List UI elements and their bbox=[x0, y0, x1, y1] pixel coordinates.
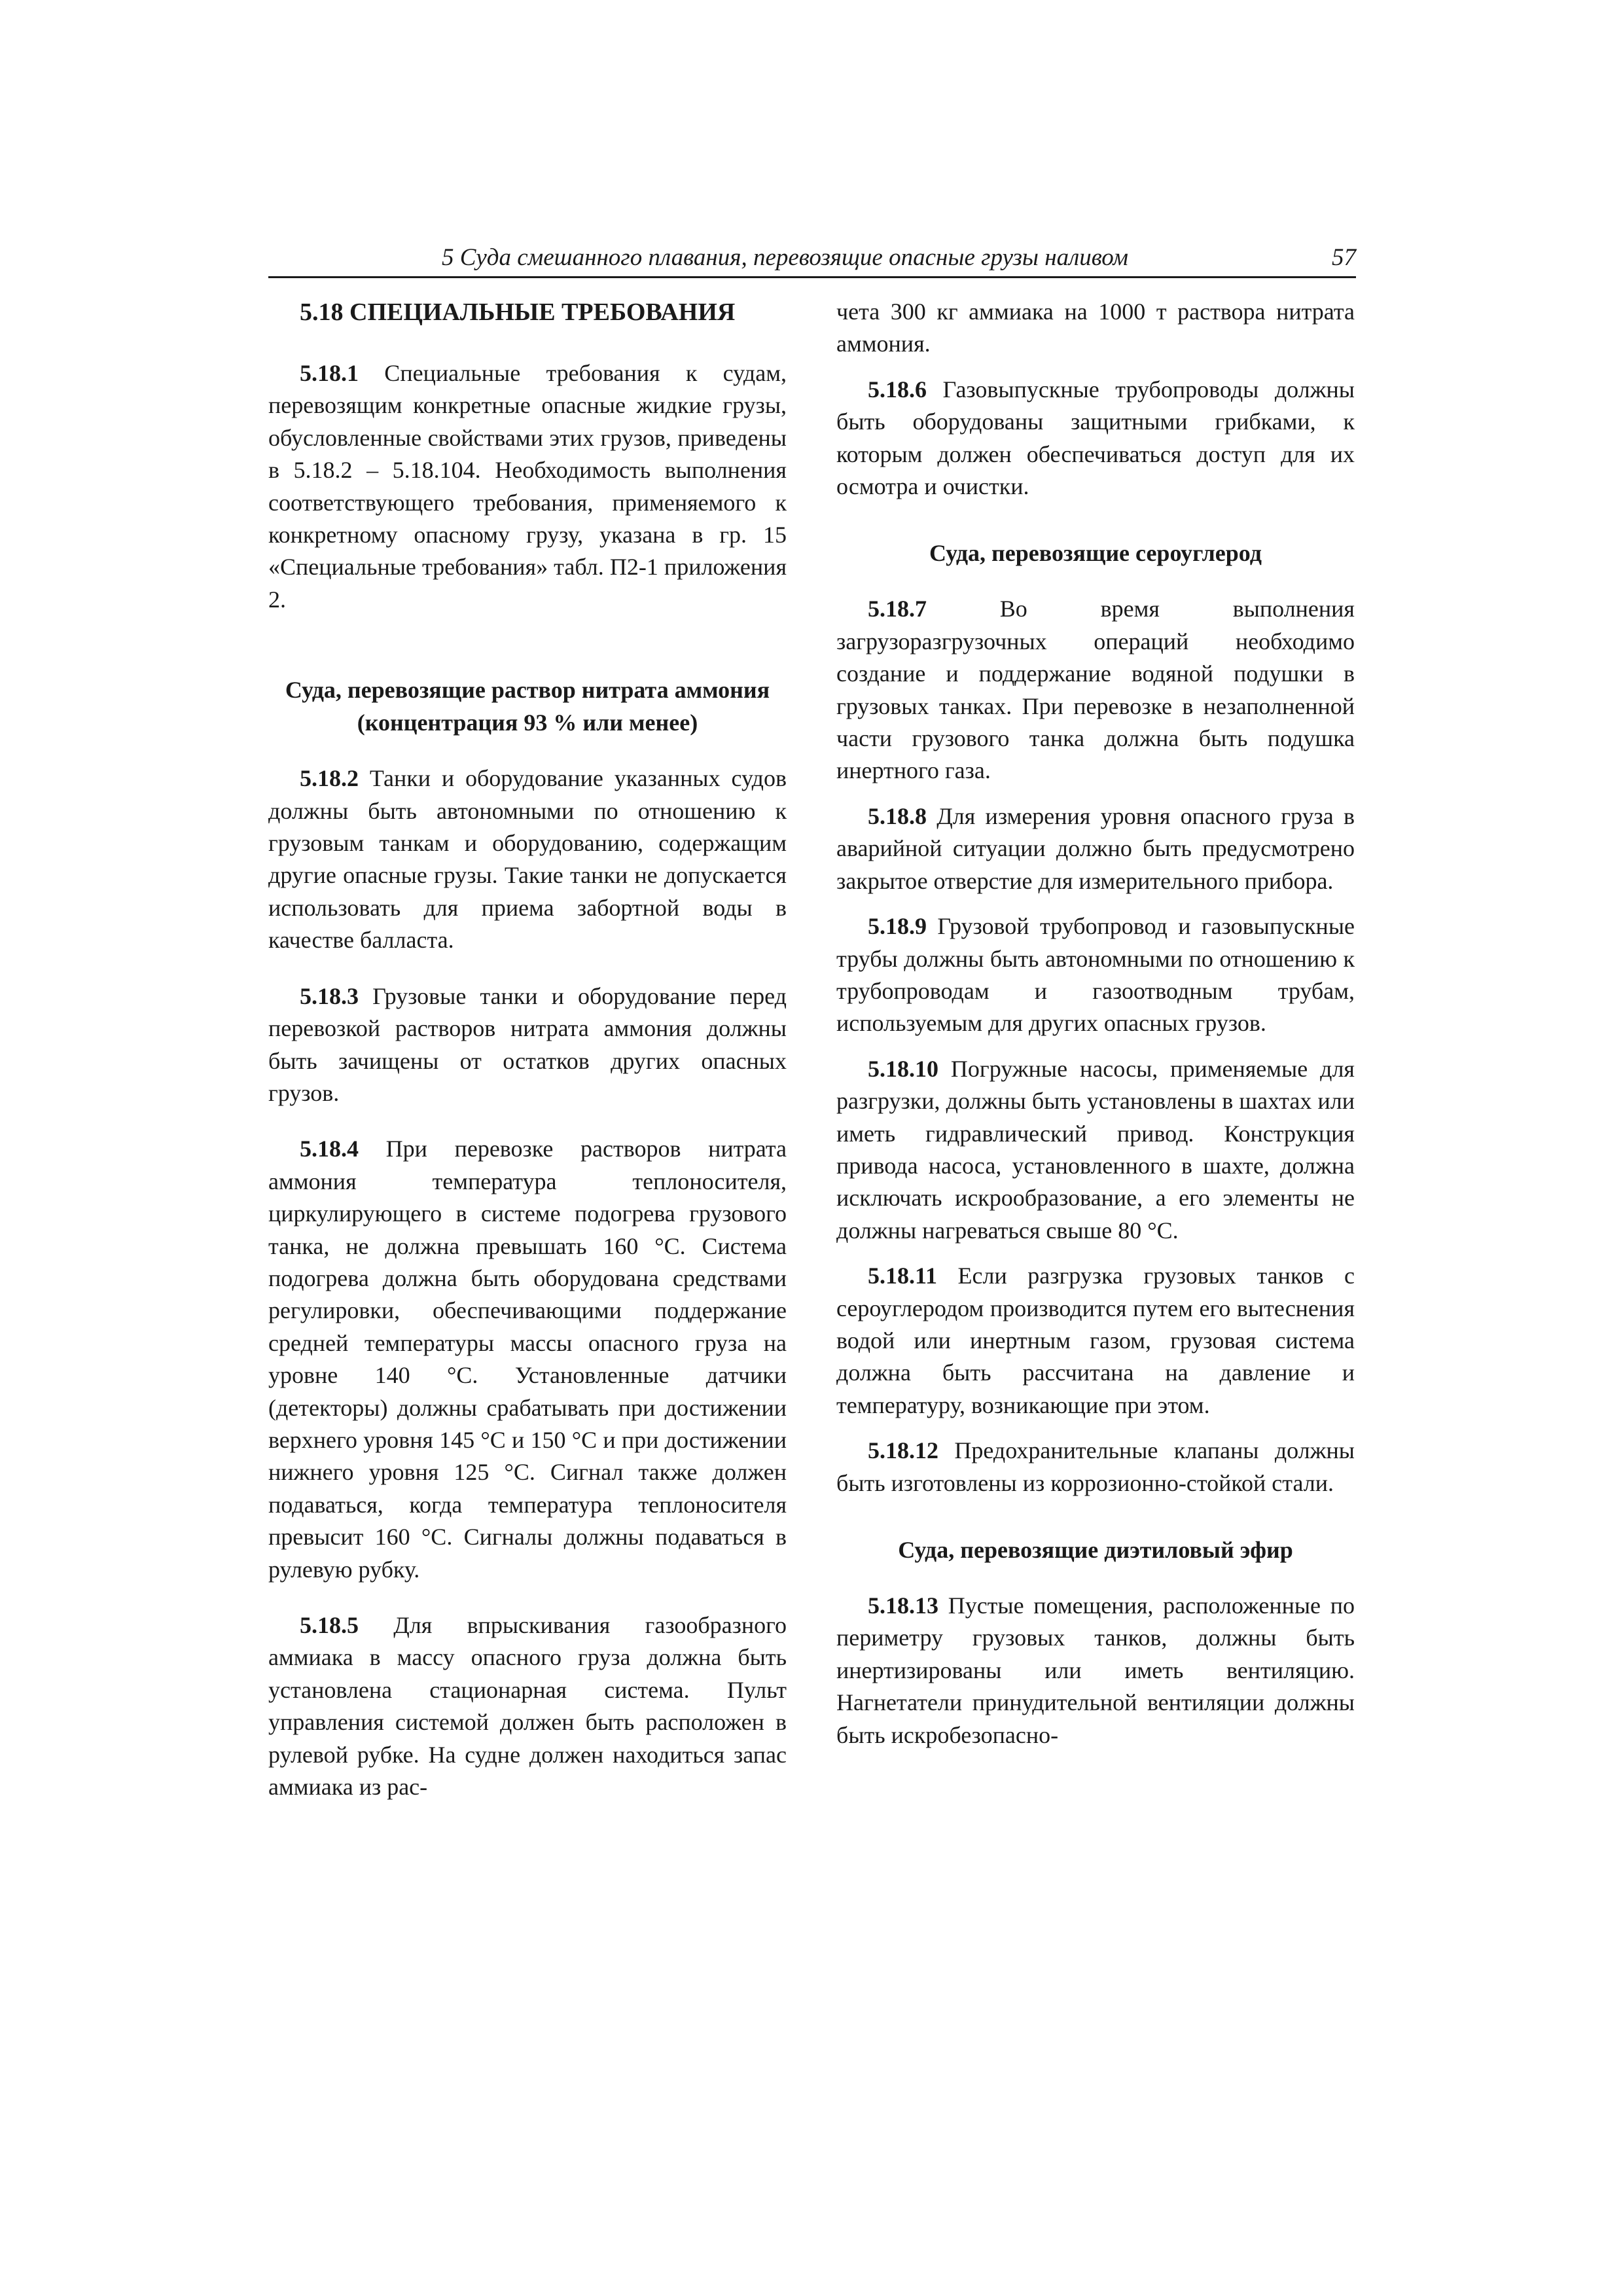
paragraph-number: 5.18.9 bbox=[868, 913, 927, 940]
paragraph-number: 5.18.3 bbox=[300, 982, 359, 1009]
section-title: 5.18 СПЕЦИАЛЬНЫЕ ТРЕБОВАНИЯ bbox=[300, 298, 736, 326]
paragraph-5-18-13 bbox=[836, 1590, 1355, 1751]
subheading-carbon-disulfide: Суда, перевозящие сероуглерод bbox=[929, 540, 1262, 567]
right-column bbox=[836, 296, 1355, 1751]
paragraph-number: 5.18.6 bbox=[868, 376, 927, 403]
paragraph-5-18-1 bbox=[268, 357, 787, 616]
paragraph-number: 5.18.2 bbox=[300, 765, 359, 792]
subheading-line-2: (концентрация 93 % или менее) bbox=[357, 709, 698, 736]
paragraph-text: Специальные требования к судам, перевозящим конкретные опасные жидкие грузы, обусловленные свойствами этих грузов, приведены в 5.18.2 – 5.18.104. Необходимость выполнения соответствующего требования, применяемого к конкретному опасному грузу, указана в гр. 15 «Специальные требования» табл. П2-1 приложения 2. bbox=[268, 360, 787, 613]
subheading-diethyl-ether: Суда, перевозящие диэтиловый эфир bbox=[898, 1537, 1293, 1563]
left-column bbox=[268, 296, 787, 1803]
paragraph-text: Грузовой трубопровод и газовыпускные трубы должны быть автономными по отношению к трубопроводам и газоотводным трубам, используемым для других опасных грузов. bbox=[836, 913, 1355, 1037]
paragraph-number: 5.18.4 bbox=[300, 1136, 359, 1162]
paragraph-text: Если разгрузка грузовых танков с сероуглеродом производится путем его вытеснения водой или инертным газом, грузовая система должна быть рассчитана на давление и температуру, возникающие при этом. bbox=[836, 1263, 1355, 1418]
paragraph-5-18-8 bbox=[836, 800, 1355, 897]
paragraph-5-18-5-continued: чета 300 кг аммиака на 1000 т раствора нитрата аммония. bbox=[836, 298, 1355, 357]
paragraph-number: 5.18.7 bbox=[868, 596, 927, 622]
paragraph-5-18-11 bbox=[836, 1260, 1355, 1422]
paragraph-text: Грузовые танки и оборудование перед перевозкой растворов нитрата аммония должны быть зачищены от остатков других опасных грузов. bbox=[268, 982, 787, 1106]
paragraph-5-18-2 bbox=[268, 762, 787, 956]
paragraph-5-18-4 bbox=[268, 1133, 787, 1586]
paragraph-text: При перевозке растворов нитрата аммония температура теплоносителя, циркулирующего в системе подогрева грузового танка, не должна превышать 160 °C. Система подогрева должна быть оборудована средствами регулировки, обеспечивающими поддержание средней температуры массы опасного груза на уровне 140 °C. Установленные датчики (детекторы) должны срабатывать при достижении верхнего уровня 145 °C и 150 °C и при достижении нижнего уровня 125 °C. Сигнал также должен подаваться, когда температура теплоносителя превысит 160 °C. Сигналы должны подаваться в рулевую рубку. bbox=[268, 1136, 787, 1583]
paragraph-5-18-3 bbox=[268, 980, 787, 1110]
paragraph-text: Предохранительные клапаны должны быть изготовлены из коррозионно-стойкой стали. bbox=[836, 1437, 1355, 1496]
paragraph-number: 5.18.8 bbox=[868, 802, 927, 829]
paragraph-text: Для впрыскивания газообразного аммиака в массу опасного груза должна быть установлена стационарная система. Пульт управления системой должен быть расположен в рулевой рубке. На судне должен находиться запас аммиака из рас- bbox=[268, 1612, 787, 1801]
paragraph-5-18-12 bbox=[836, 1435, 1355, 1499]
paragraph-text: Пустые помещения, расположенные по периметру грузовых танков, должны быть инертизированы или иметь вентиляцию. Нагнетатели принудительной вентиляции должны быть искробезопасно- bbox=[836, 1592, 1355, 1748]
running-title: 5 Суда смешанного плавания, перевозящие опасные грузы наливом bbox=[442, 244, 1129, 271]
paragraph-5-18-6 bbox=[836, 374, 1355, 503]
paragraph-number: 5.18.12 bbox=[868, 1437, 938, 1464]
paragraph-text: Танки и оборудование указанных судов должны быть автономными по отношению к грузовым танкам и оборудованию, содержащим другие опасные грузы. Такие танки не допускается использовать для приема забортной воды в качестве балласта. bbox=[268, 765, 787, 954]
paragraph-5-18-5 bbox=[268, 1609, 787, 1803]
paragraph-text: Погружные насосы, применяемые для разгрузки, должны быть установлены в шахтах или иметь гидравлический привод. Конструкция привода насоса, установленного в шахте, должна исключать искрообразование, а его элементы не должны нагреваться свыше 80 °C. bbox=[836, 1055, 1355, 1244]
paragraph-number: 5.18.1 bbox=[300, 360, 359, 386]
paragraph-number: 5.18.13 bbox=[868, 1592, 938, 1619]
page-number: 57 bbox=[1332, 244, 1356, 271]
paragraph-5-18-10 bbox=[836, 1053, 1355, 1247]
paragraph-number: 5.18.10 bbox=[868, 1055, 938, 1082]
paragraph-text: Во время выполнения загрузоразгрузочных операций необходимо создание и поддержание водяной подушки в грузовых танках. При перевозке в незаполненной части грузового танка должна быть подушка инертного газа. bbox=[836, 596, 1355, 784]
paragraph-5-18-7 bbox=[836, 593, 1355, 787]
paragraph-text: Газовыпускные трубопроводы должны быть оборудованы защитными грибками, к которым должен обеспечиваться доступ для их осмотра и очистки. bbox=[836, 376, 1355, 500]
page-header bbox=[268, 240, 1356, 278]
paragraph-5-18-9 bbox=[836, 910, 1355, 1040]
subheading-ammonium-nitrate bbox=[268, 673, 787, 739]
paragraph-text: Для измерения уровня опасного груза в аварийной ситуации должно быть предусмотрено закрытое отверстие для измерительного прибора. bbox=[836, 802, 1355, 894]
paragraph-number: 5.18.11 bbox=[868, 1263, 938, 1289]
paragraph-number: 5.18.5 bbox=[300, 1612, 359, 1638]
subheading-line-1: Суда, перевозящие раствор нитрата аммония bbox=[285, 677, 770, 704]
